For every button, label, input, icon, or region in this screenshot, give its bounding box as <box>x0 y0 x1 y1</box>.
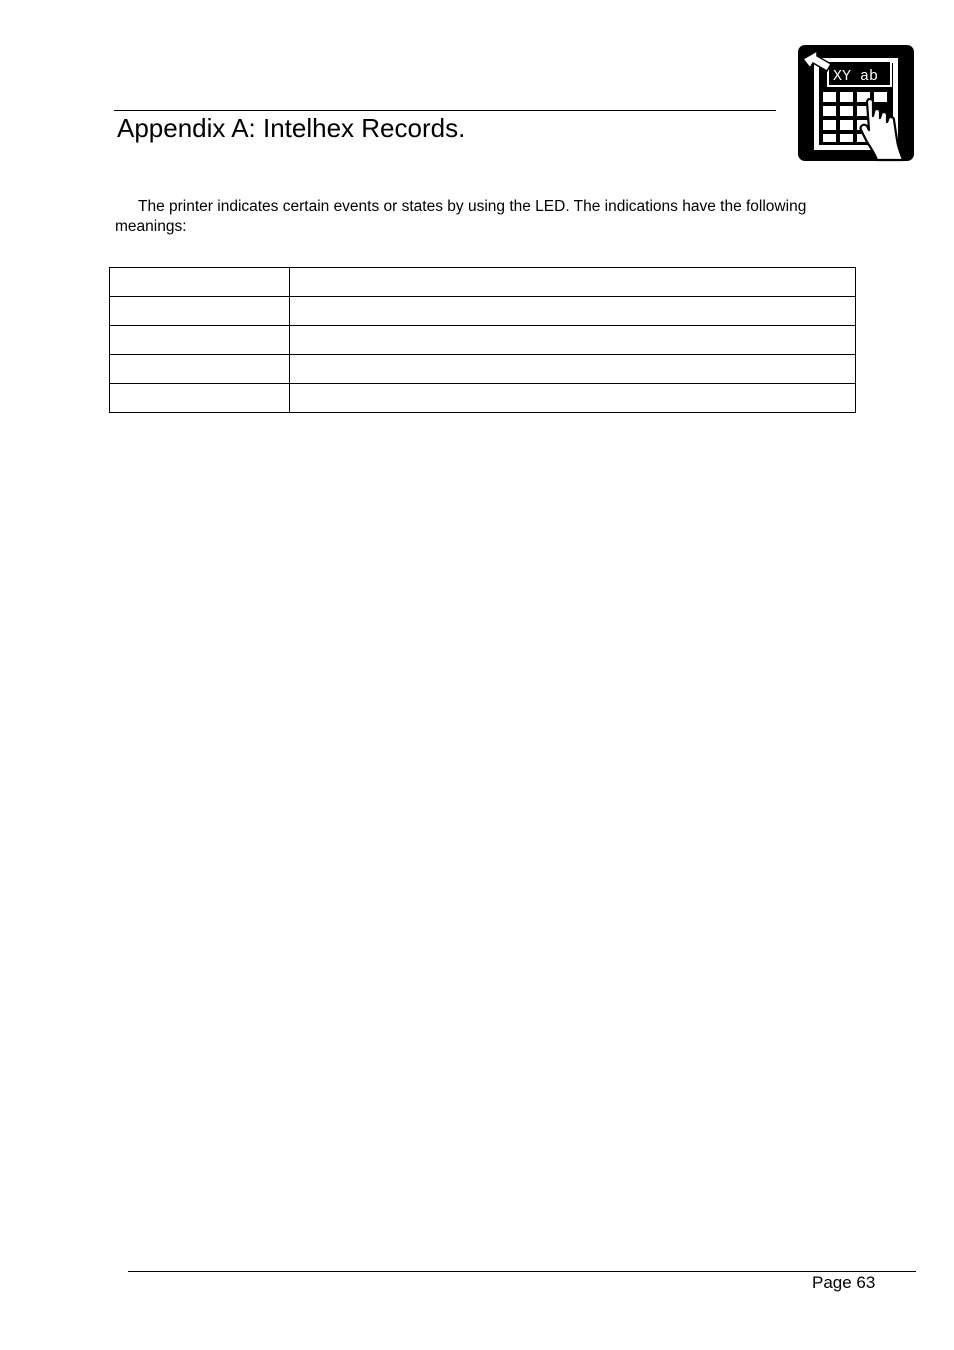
table-row <box>110 268 856 297</box>
logo-text: XY ab <box>833 68 879 85</box>
led-indication-table <box>109 267 856 413</box>
footer-rule <box>128 1271 916 1272</box>
table-cell <box>110 355 290 384</box>
table-cell <box>290 297 856 326</box>
table-cell <box>110 384 290 413</box>
table-cell <box>290 268 856 297</box>
table-cell <box>110 297 290 326</box>
table-cell <box>290 326 856 355</box>
page-number: Page 63 <box>812 1273 876 1292</box>
table-row <box>110 326 856 355</box>
header-rule <box>114 110 776 111</box>
table-cell <box>110 326 290 355</box>
table-cell <box>290 384 856 413</box>
table-cell <box>290 355 856 384</box>
table-row <box>110 297 856 326</box>
page-title: Appendix A: Intelhex Records. <box>117 113 466 143</box>
table-cell <box>110 268 290 297</box>
table-row <box>110 355 856 384</box>
keypad-pointing-hand-icon <box>797 44 915 162</box>
intro-paragraph: The printer indicates certain events or states by using the LED. The indications have the following meanings: <box>115 198 807 235</box>
table-row <box>110 384 856 413</box>
